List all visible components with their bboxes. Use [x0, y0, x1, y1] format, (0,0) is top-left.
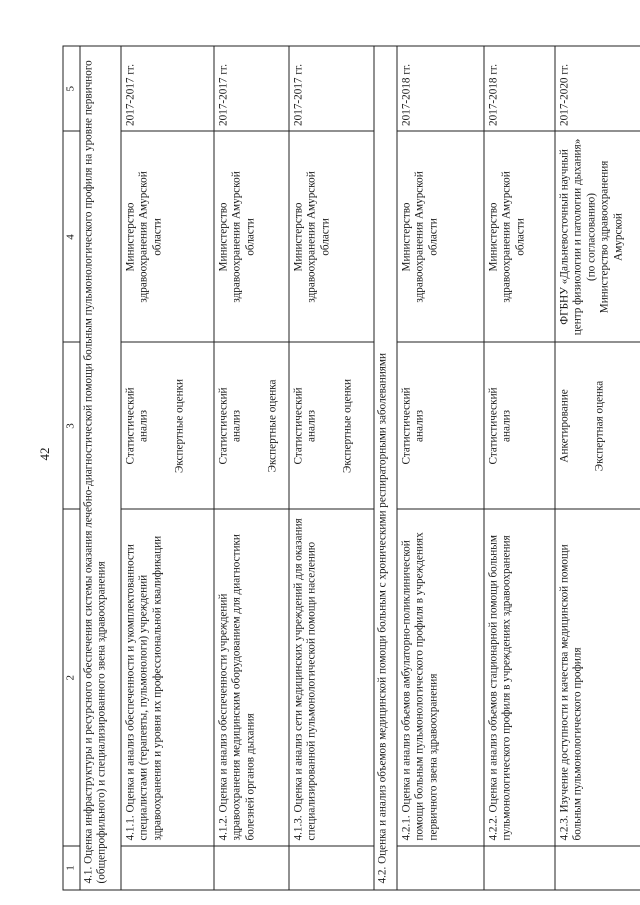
method-line: анализ — [500, 409, 513, 442]
method-cell — [214, 342, 289, 509]
term-cell: 2017-2020 гг. — [555, 46, 640, 131]
method-line: Статистический — [487, 387, 500, 465]
method-cell — [555, 342, 640, 509]
method-cell — [397, 342, 484, 509]
method-line: анализ — [305, 409, 318, 442]
table-row — [289, 46, 374, 890]
term-cell: 2017-2017 гг. — [121, 46, 214, 131]
method-line: Анкетирование — [558, 389, 571, 463]
executor-cell — [484, 131, 555, 342]
task-cell: 4.2.1. Оценка и анализ объемов амбулаторно-поликлинической помощи больным пульмонологического профиля в учреждениях первичного звена здравоохранения — [397, 509, 484, 846]
number-cell — [484, 846, 555, 890]
method-line: Статистический — [400, 387, 413, 465]
table-row — [397, 46, 484, 890]
header-cell-4: 4 — [63, 131, 80, 342]
executor-line: здравоохранения Амурской — [305, 171, 318, 303]
executor-line: области — [319, 218, 332, 256]
executor-line: Министерство — [217, 202, 230, 272]
method-cell — [289, 342, 374, 509]
task-cell: 4.1.1. Оценка и анализ обеспеченности и укомплектованности специалистами (терапевты, пульмонологи) учреждений здравоохранения и уровня их профессиональной квалификации — [121, 509, 214, 846]
executor-cell — [289, 131, 374, 342]
plan-table — [63, 46, 640, 891]
method-line: Статистический — [124, 387, 137, 465]
method-line: Экспертные оценка — [266, 379, 279, 473]
executor-cell — [397, 131, 484, 342]
executor-line: области — [514, 218, 527, 256]
method-cell — [484, 342, 555, 509]
method-line: Экспертные оценки — [341, 378, 354, 473]
method-line: Экспертные оценки — [173, 378, 186, 473]
executor-line: здравоохранения Амурской — [230, 171, 243, 303]
executor-cell — [121, 131, 214, 342]
term-cell: 2017-2017 гг. — [214, 46, 289, 131]
executor-line: области — [427, 218, 440, 256]
task-cell: 4.1.2. Оценка и анализ обеспеченности учреждений здравоохранения медицинским оборудованием для диагностики болезней органов дыхания — [214, 509, 289, 846]
executor-line: области — [151, 218, 164, 256]
term-cell: 2017-2017 гг. — [289, 46, 374, 131]
method-line: анализ — [413, 409, 426, 442]
executor-line: (по согласованию) — [585, 192, 598, 281]
method-line: Статистический — [217, 387, 230, 465]
executor-line: здравоохранения Амурской — [413, 171, 426, 303]
number-cell — [214, 846, 289, 890]
rotated-table-page — [63, 46, 640, 891]
executor-line: Министерство здравоохранения Амурской — [598, 160, 625, 314]
executor-line: Министерство — [400, 202, 413, 272]
executor-line: Министерство — [487, 202, 500, 272]
number-cell — [555, 846, 640, 890]
number-cell — [397, 846, 484, 890]
method-cell — [121, 342, 214, 509]
executor-line: Министерство — [292, 202, 305, 272]
term-cell: 2017-2018 гг. — [397, 46, 484, 131]
executor-cell — [214, 131, 289, 342]
page-number: 42 — [37, 447, 52, 461]
header-cell-3: 3 — [63, 342, 80, 509]
method-line: Статистический — [292, 387, 305, 465]
section-title-4-1: 4.1. Оценка инфраструктуры и ресурсного обеспечения системы оказания лечебно-диагностической помощи больным пульмонологического профиля на уровне первичного (общепрофильного) и специализированного звена здравоохранения — [80, 46, 121, 890]
header-row — [63, 46, 80, 890]
task-cell: 4.2.3. Изучение доступности и качества медицинской помощи больным пульмонологического профиля — [555, 509, 640, 846]
executor-line: области — [244, 218, 257, 256]
table-row — [214, 46, 289, 890]
executor-line: Министерство — [124, 202, 137, 272]
header-cell-1: 1 — [63, 846, 80, 890]
method-line: анализ — [230, 409, 243, 442]
table-row — [484, 46, 555, 890]
table-row — [555, 46, 640, 890]
section-title-4-2: 4.2. Оценка и анализ объемов медицинской помощи больным с хроническими респираторными заболеваниями — [374, 46, 397, 890]
table-row — [121, 46, 214, 890]
section-row — [374, 46, 397, 890]
number-cell — [121, 846, 214, 890]
task-cell: 4.1.3. Оценка и анализ сети медицинских учреждений для оказания специализированной пульмонологической помощи населению — [289, 509, 374, 846]
header-cell-2: 2 — [63, 509, 80, 846]
executor-line: ФГБНУ «Дальневосточный научный центр физиологии и патологии дыхания» — [558, 138, 584, 336]
section-row — [80, 46, 121, 890]
executor-cell — [555, 131, 640, 342]
method-line: Экспертная оценка — [593, 380, 606, 472]
header-cell-5: 5 — [63, 46, 80, 131]
number-cell — [289, 846, 374, 890]
method-line: анализ — [137, 409, 150, 442]
executor-line: здравоохранения Амурской — [500, 171, 513, 303]
executor-line: здравоохранения Амурской — [137, 171, 150, 303]
task-cell: 4.2.2. Оценка и анализ объемов стационарной помощи больным пульмонологического профиля в учреждениях здравоохранения — [484, 509, 555, 846]
term-cell: 2017-2018 гг. — [484, 46, 555, 131]
